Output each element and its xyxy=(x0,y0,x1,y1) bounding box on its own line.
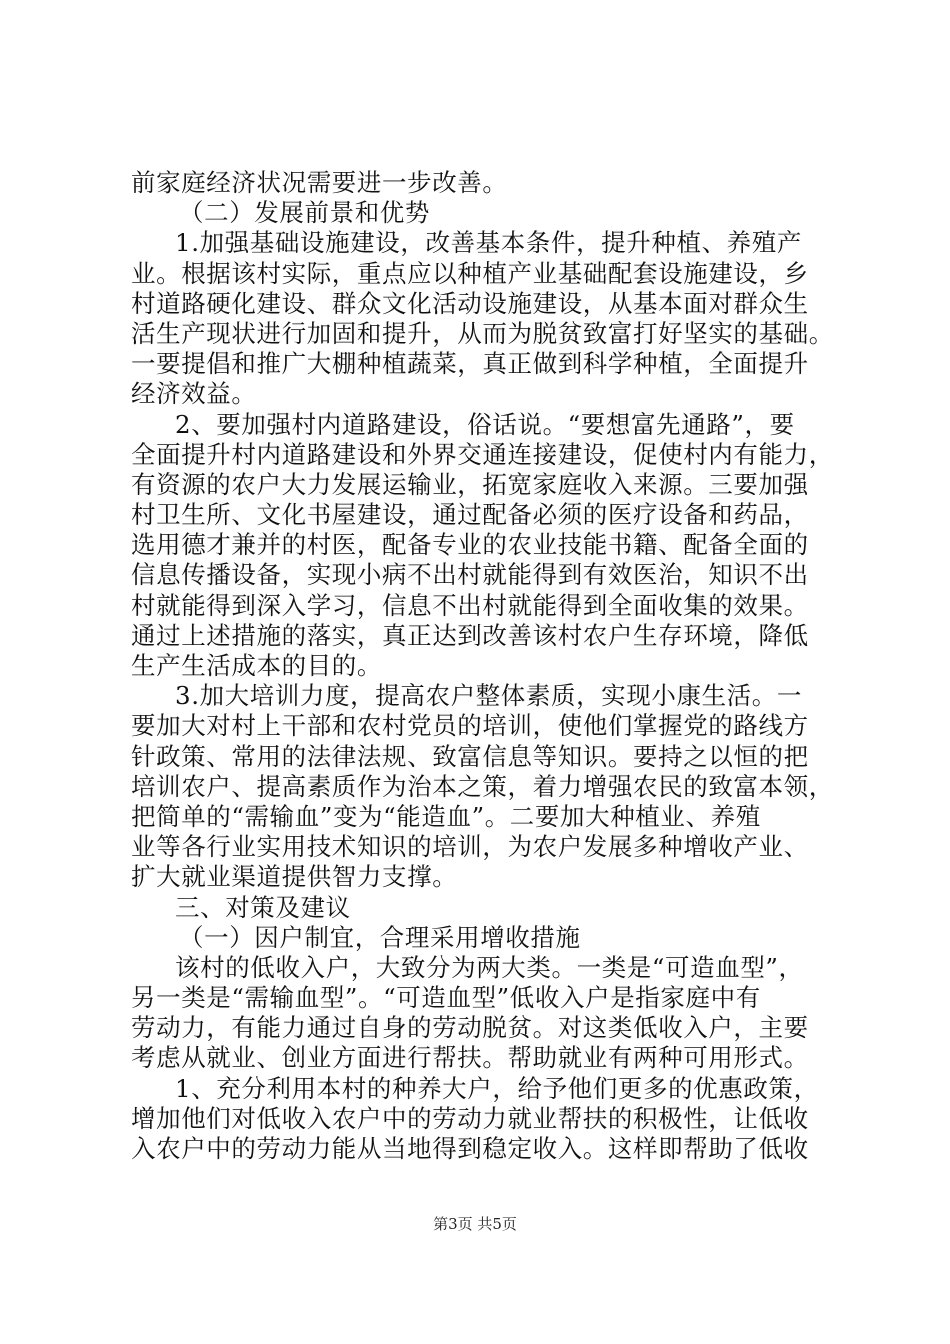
page-number-label: 第3页 共5页 xyxy=(433,1215,517,1233)
text-line: 有资源的农户大力发展运输业，拓宽家庭收入来源。三要加强 xyxy=(131,469,809,499)
text-line: 业。根据该村实际，重点应以种植产业基础配套设施建设，乡 xyxy=(131,258,809,288)
text-line: 村就能得到深入学习，信息不出村就能得到全面收集的效果。 xyxy=(131,590,809,620)
text-line: 该村的低收入户，大致分为两大类。一类是“可造血型”， xyxy=(175,952,804,982)
text-line: 经济效益。 xyxy=(131,379,257,409)
text-line: 劳动力，有能力通过自身的劳动脱贫。对这类低收入户，主要 xyxy=(131,1013,809,1043)
text-line: 一要提倡和推广大棚种植蔬菜，真正做到科学种植，全面提升 xyxy=(131,349,809,379)
text-line: 信息传播设备，实现小病不出村就能得到有效医治，知识不出 xyxy=(131,560,809,590)
text-line: 村道路硬化建设、群众文化活动设施建设，从基本面对群众生 xyxy=(131,288,809,318)
text-line: 1、充分利用本村的种养大户，给予他们更多的优惠政策， xyxy=(175,1073,819,1103)
text-line: 把简单的“需输血”变为“能造血”。二要加大种植业、养殖 xyxy=(131,801,761,831)
text-line: 2、要加强村内道路建设，俗话说。“要想富先通路”，要 xyxy=(175,409,795,439)
text-line: 扩大就业渠道提供智力支撑。 xyxy=(131,862,458,892)
text-line: 1.加强基础设施建设，改善基本条件，提升种植、养殖产 xyxy=(175,228,802,258)
text-line: 入农户中的劳动力能从当地得到稳定收入。这样即帮助了低收 xyxy=(131,1134,809,1163)
text-line: 全面提升村内道路建设和外界交通连接建设，促使村内有能力， xyxy=(131,439,834,469)
text-line: 3.加大培训力度，提高农户整体素质，实现小康生活。一 xyxy=(175,681,802,711)
text-line: 要加大对村上干部和农村党员的培训，使他们掌握党的路线方 xyxy=(131,711,809,741)
section-heading: （一）因户制宜，合理采用增收措施 xyxy=(179,922,581,952)
document-body xyxy=(131,168,834,1164)
text-line: 业等各行业实用技术知识的培训，为农户发展多种增收产业、 xyxy=(131,832,809,862)
text-line: 村卫生所、文化书屋建设，通过配备必须的医疗设备和药品， xyxy=(131,500,809,530)
text-line: 活生产现状进行加固和提升，从而为脱贫致富打好坚实的基础。 xyxy=(131,318,834,348)
text-line: 通过上述措施的落实，真正达到改善该村农户生存环境，降低 xyxy=(131,620,809,650)
text-line: 另一类是“需输血型”。“可造血型”低收入户是指家庭中有 xyxy=(131,983,761,1013)
page-footer xyxy=(0,1214,950,1234)
section-heading: 三、对策及建议 xyxy=(175,892,351,922)
text-line: 针政策、常用的法律法规、致富信息等知识。要持之以恒的把 xyxy=(131,741,809,771)
text-line: 选用德才兼并的村医，配备专业的农业技能书籍、配备全面的 xyxy=(131,530,809,560)
text-line: 培训农户、提高素质作为治本之策，着力增强农民的致富本领， xyxy=(131,771,834,801)
section-heading: （二）发展前景和优势 xyxy=(179,198,430,228)
text-line: 生产生活成本的目的。 xyxy=(131,651,382,680)
text-line: 考虑从就业、创业方面进行帮扶。帮助就业有两种可用形式。 xyxy=(131,1043,809,1073)
text-line: 前家庭经济状况需要进一步改善。 xyxy=(131,168,508,197)
text-line: 增加他们对低收入农户中的劳动力就业帮扶的积极性，让低收 xyxy=(131,1103,809,1133)
